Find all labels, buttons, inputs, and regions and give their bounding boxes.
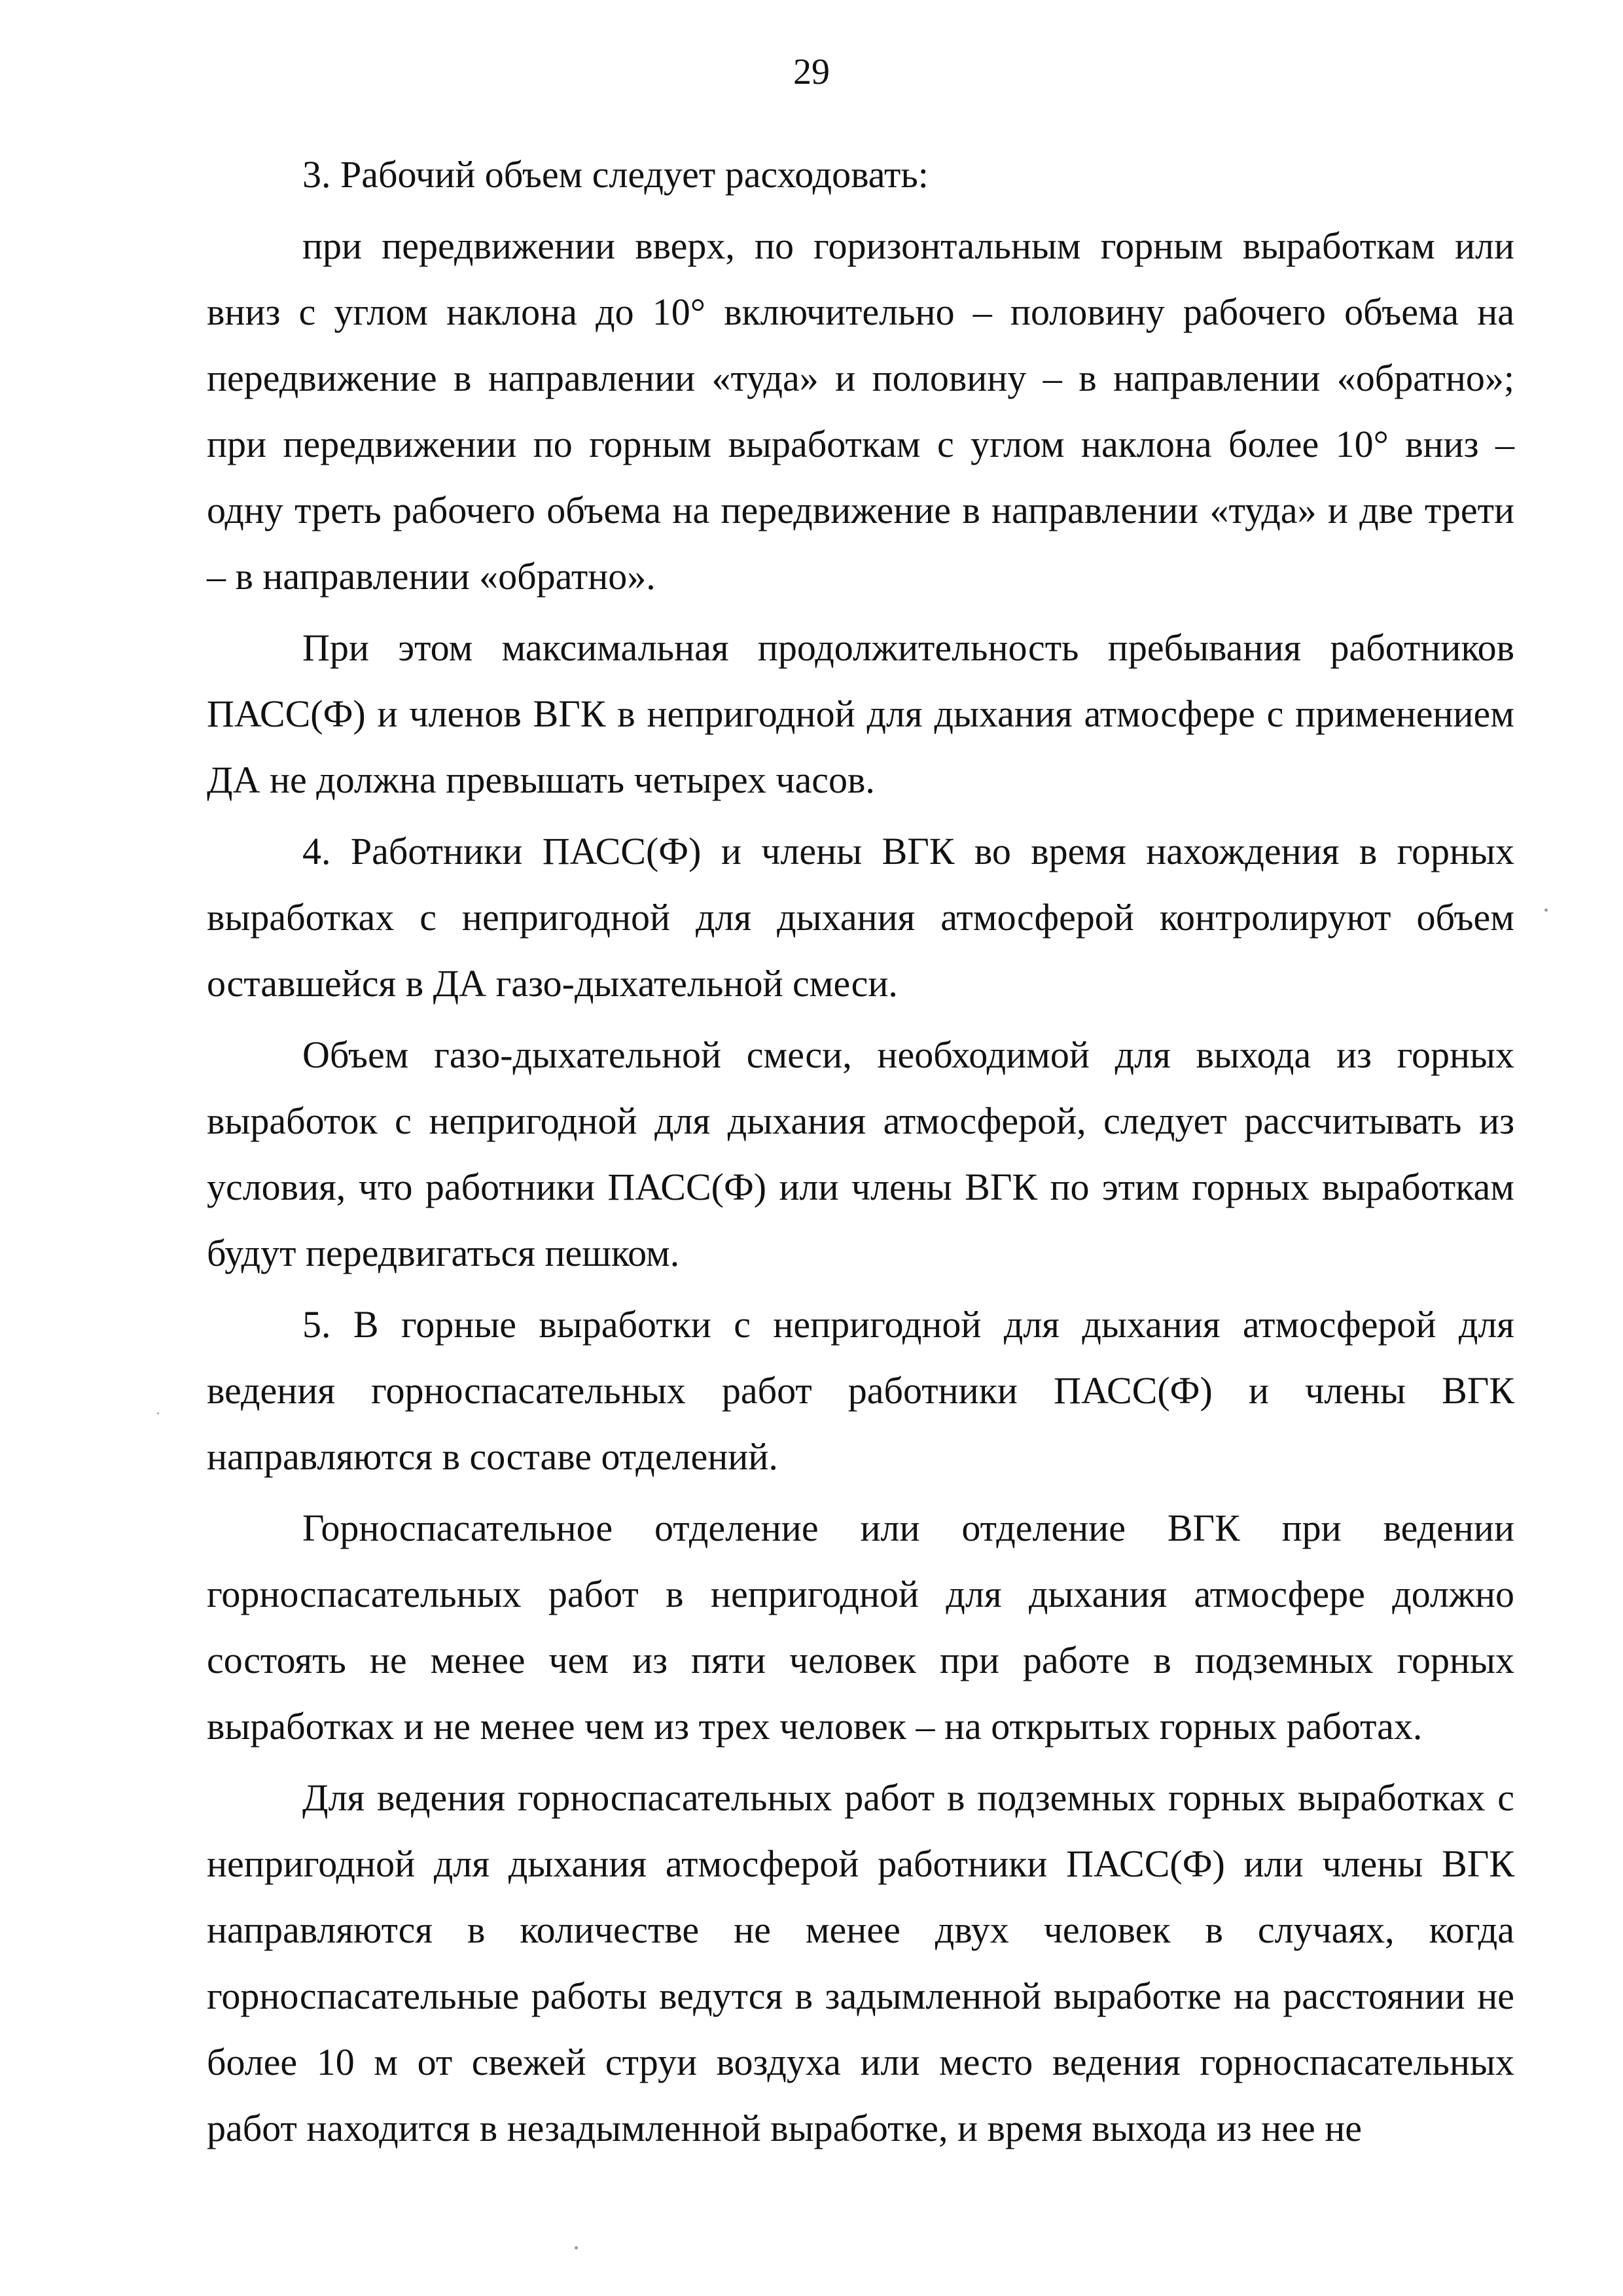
scan-speck [575,2246,578,2250]
paragraph-3-consumption-rules: при передвижении вверх, по горизонтальным горным выработкам или вниз с углом наклона до 10° включительно – половину рабочего объема на передвижение в направлении «туда» и половину – в направлении «обратно»; при передвижении по горным выработкам с углом наклона более 10° вниз – одну треть рабочего объема на передвижение в направлении «туда» и две трети – в направлении «обратно». [207,224,1514,598]
paragraph-two-person-cases: Для ведения горноспасательных работ в подземных горных выработках с непригодной для дыхания атмосферой работники ПАСС(Ф) или члены ВГК направляются в количестве не менее двух человек в случаях, когда горноспасательные работы ведутся в задымленной выработке на расстоянии не более 10 м от свежей струи воздуха или место ведения горноспасательных работ находится в незадымленной выработке, и время выхода из нее не [207,1776,1514,2149]
paragraph-max-duration: При этом максимальная продолжительность пребывания работников ПАСС(Ф) и членов ВГК в непригодной для дыхания атмосфере с применением ДА не должна превышать четырех часов. [207,626,1514,801]
paragraph-3-heading: 3. Рабочий объем следует расходовать: [302,153,929,196]
paragraph-squad-size: Горноспасательное отделение или отделение ВГК при ведении горноспасательных работ в непригодной для дыхания атмосфере должно состоять не менее чем из пяти человек при работе в подземных горных выработках и не менее чем из трех человек – на открытых горных работах. [207,1507,1514,1748]
scan-speck [1544,908,1548,912]
paragraph-exit-volume: Объем газо-дыхательной смеси, необходимой для выхода из горных выработок с непригодной для дыхания атмосферой, следует рассчитывать из условия, что работники ПАСС(Ф) или члены ВГК по этим горных выработкам будут передвигаться пешком. [207,1033,1514,1274]
page-number: 29 [793,52,830,92]
body-text [207,141,1514,2166]
scan-speck [157,1412,159,1414]
paragraph-5-squads: 5. В горные выработки с непригодной для дыхания атмосферой для ведения горноспасательных работ работники ПАСС(Ф) и члены ВГК направляются в составе отделений. [207,1303,1514,1478]
paragraph-4-volume-control: 4. Работники ПАСС(Ф) и члены ВГК во время нахождения в горных выработках с непригодной для дыхания атмосферой контролируют объем оставшейся в ДА газо-дыхательной смеси. [207,830,1514,1005]
